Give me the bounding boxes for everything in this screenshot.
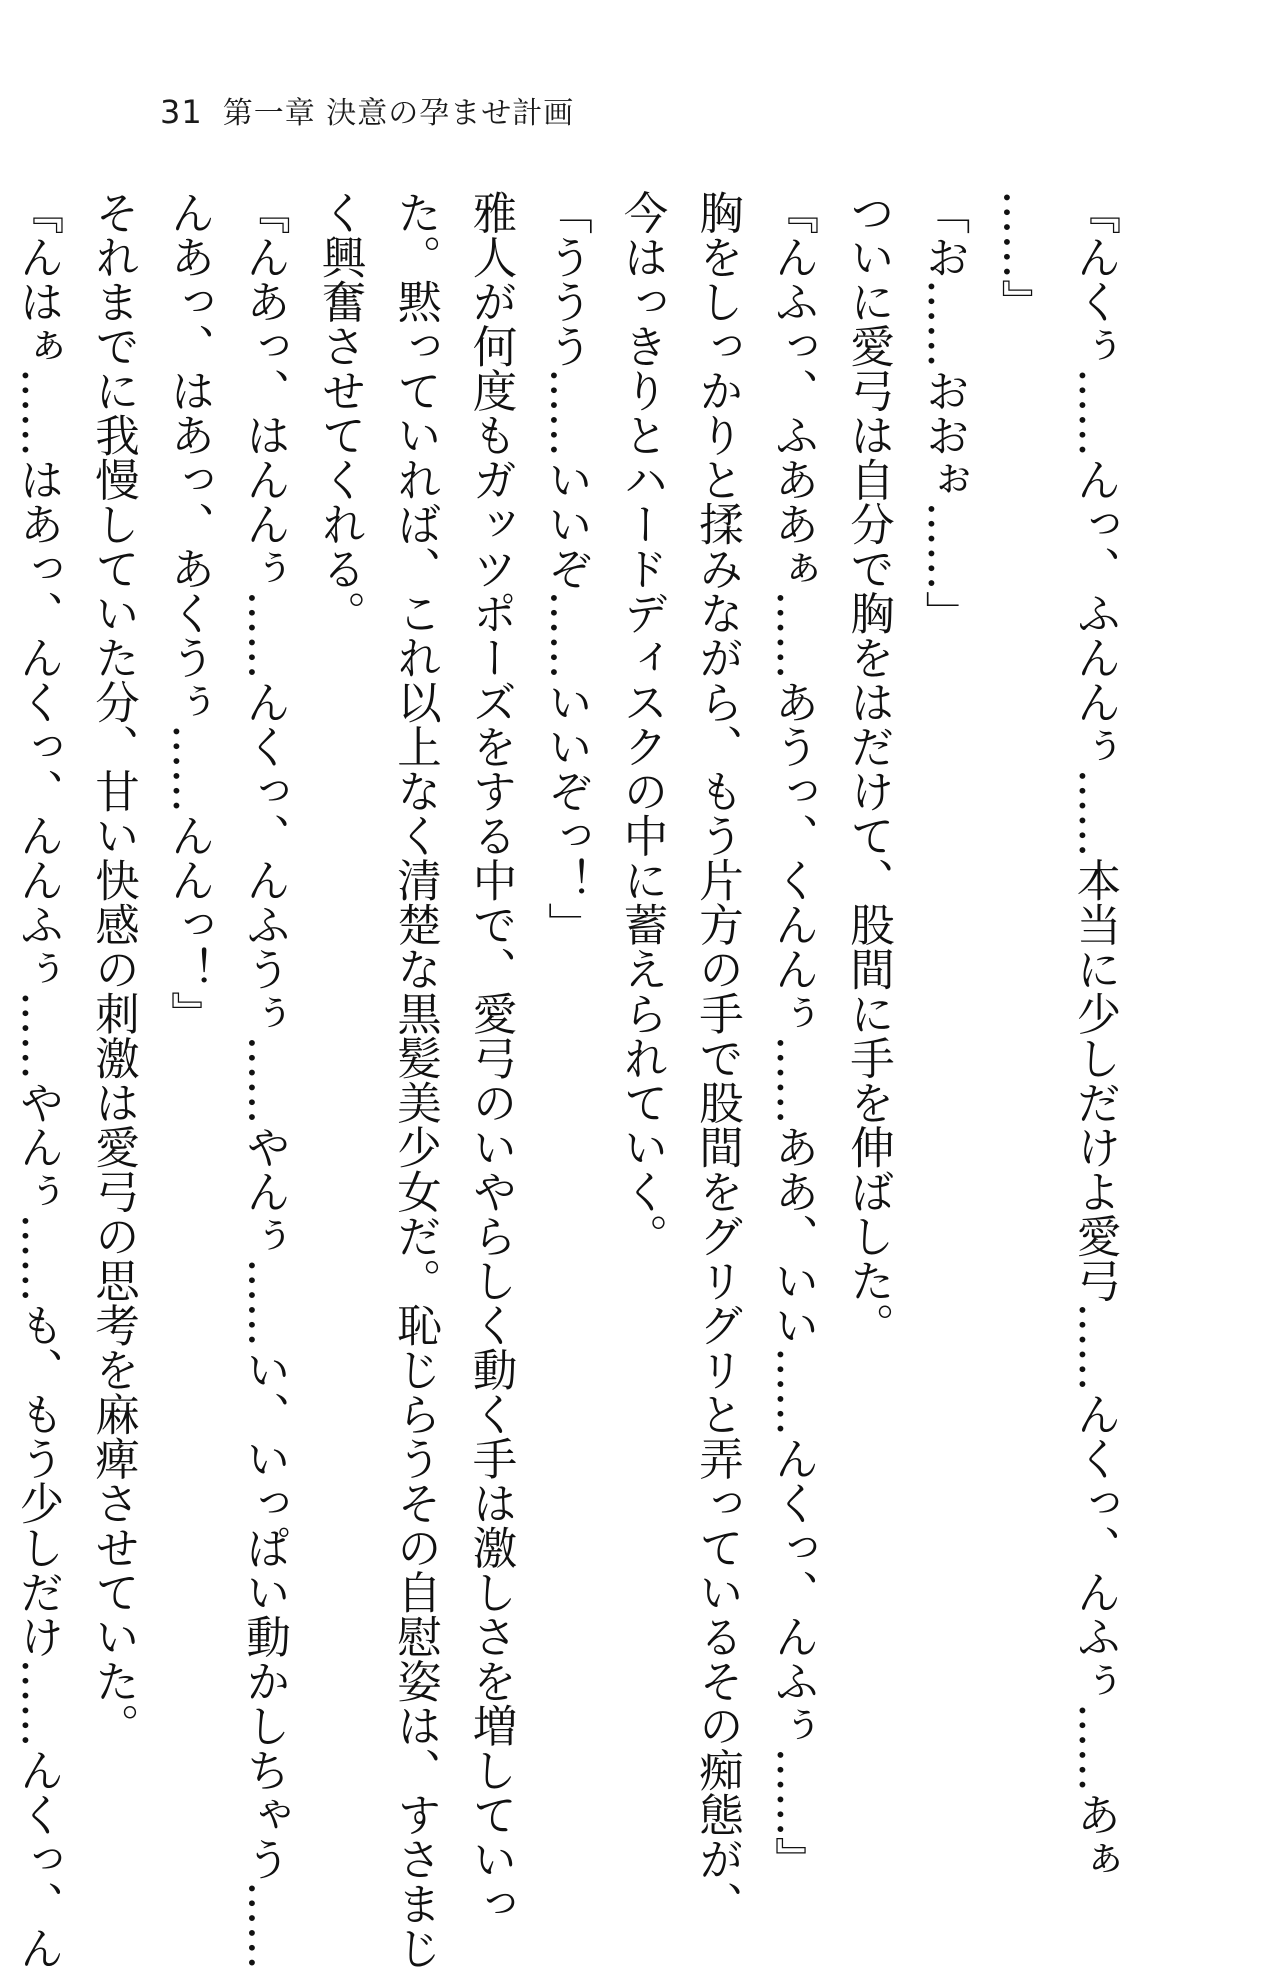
text-line: 『んあっ、はんんぅ……んくっ、んふうぅ……やんぅ……い、いっぱい動かしちゃう…… [238,190,290,1970]
text-line: 『んはぁ……はあっ、んくっ、んんふぅ……やんぅ……も、もう少しだけ……んくっ、ん [12,190,63,1970]
body-text [0,190,1132,1970]
text-line: 胸をしっかりと揉みながら、もう片方の手で股間をグリグリと弄っているその痴態が、 [691,190,743,1926]
text-line: 今はっきりとハードディスクの中に蓄えられていく。 [616,190,667,1258]
page-header [160,88,575,131]
chapter-title: 第一章 決意の孕ませ計画 [222,96,575,131]
text-line: 『んふっ、ふああぁ……あうっ、くんんぅ……ああ、いい……んくっ、んふぅ……』 [767,190,818,1881]
text-line: く興奮させてくれる。 [314,190,365,635]
text-line: それまでに我慢していた分、甘い快感の刺激は愛弓の思考を麻痺させていた。 [87,190,139,1748]
page-number: 31 [160,93,203,131]
text-line: た。黙っていれば、これ以上なく清楚な黒髪美少女だ。恥じらうその自慰姿は、すさまじ [389,190,441,1970]
text-line: 『んくぅ……んっ、ふんんぅ……本当に少しだけよ愛弓……んくっ、んふぅ……あぁ [1069,190,1120,1881]
text-line: 「お……おおぉ……」 [918,190,969,635]
text-line: 雅人が何度もガッツポーズをする中で、愛弓のいやらしく動く手は激しさを増していっ [465,190,516,1926]
text-line: ついに愛弓は自分で胸をはだけて、股間に手を伸ばした。 [842,190,894,1347]
text-line: ……』 [993,190,1045,324]
text-line: んあっ、はあっ、あくうぅ……んんっ！』 [163,190,214,1036]
text-line: 「ううう……いいぞ……いいぞっ！」 [540,190,592,947]
